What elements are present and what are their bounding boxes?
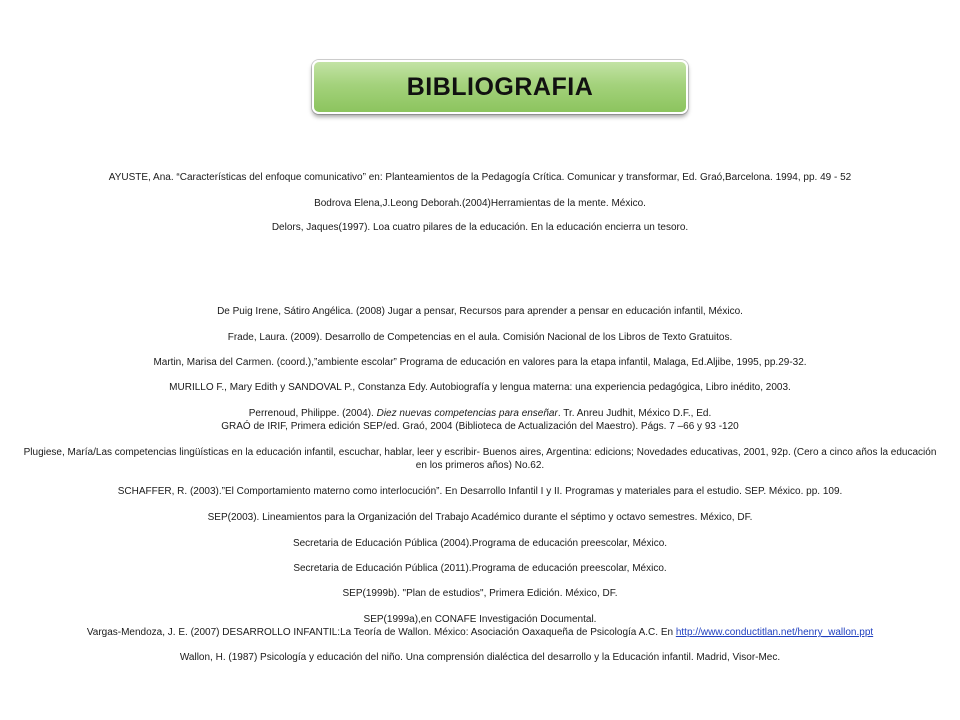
reference-vargas-link[interactable]: http://www.conductitlan.net/henry_wallon.ppt — [675, 627, 874, 638]
page-title: BIBLIOGRAFIA — [406, 72, 594, 101]
reference-perrenoud-title: Diez nuevas competencias para enseñar — [376, 408, 558, 419]
reference-schaffer: SCHAFFER, R. (2003).”El Comportamiento materno como interlocución”. En Desarrollo Infantil I y II. Programas y materiales para el estudio. SEP. México. pp. 109. — [117, 486, 843, 497]
reference-ayuste: AYUSTE, Ana. “Características del enfoque comunicativo” en: Planteamientos de la Pedagogía Crítica. Comunicar y transformar, Ed. Graó,Barcelona. 1994, pp. 49 - 52 — [108, 172, 852, 183]
reference-perrenoud-edition: GRAÓ de IRIF, Primera edición SEP/ed. Graó, 2004 (Biblioteca de Actualización del Maestro). Págs. 7 –66 y 93 -120 — [221, 420, 739, 432]
reference-sec-2011: Secretaria de Educación Pública (2011).Programa de educación preescolar, México. — [293, 563, 667, 574]
reference-wallon: Wallon, H. (1987) Psicología y educación del niño. Una comprensión dialéctica del desarrollo y la Educación infantil. Madrid, Visor-Mec. — [179, 652, 781, 663]
reference-martin: Martin, Marisa del Carmen. (coord.),”ambiente escolar” Programa de educación en valores para la etapa infantil, Malaga, Ed.Aljibe, 1995, pp.29-32. — [153, 357, 807, 368]
reference-bodrova: Bodrova Elena,J.Leong Deborah.(2004)Herramientas de la mente. México. — [314, 198, 646, 209]
reference-sep-1999b: SEP(1999b). "Plan de estudios", Primera Edición. México, DF. — [342, 588, 618, 599]
reference-vargas-text: Vargas-Mendoza, J. E. (2007) DESARROLLO INFANTIL:La Teoría de Wallon. México: Asociación Oaxaqueña de Psicología A.C. En — [86, 627, 676, 638]
reference-sep-1999a: SEP(1999a),en CONAFE Investigación Documental. — [363, 614, 597, 625]
reference-perrenoud-author: Perrenoud, Philippe. (2004). — [248, 408, 377, 419]
reference-perrenoud-publisher: . Tr. Anreu Judhit, México D.F., Ed. — [557, 408, 712, 419]
reference-murillo: MURILLO F., Mary Edith y SANDOVAL P., Constanza Edy. Autobiografía y lengua materna: una experiencia pedagógica, Libro inédito, 2003. — [169, 382, 791, 393]
reference-perrenoud — [20, 408, 940, 433]
bibliography-list — [20, 0, 940, 720]
reference-sep-2003: SEP(2003). Lineamientos para la Organización del Trabajo Académico durante el séptimo y octavo semestres. México, DF. — [207, 512, 753, 523]
reference-sec-2004: Secretaria de Educación Pública (2004).Programa de educación preescolar, México. — [292, 538, 668, 549]
reference-plugiese: Plugiese, María/Las competencias lingüísticas en la educación infantil, escuchar, hablar, leer y escribir- Buenos aires, Argentina: edicions; Novedades educativas, 2001, 92p. (Cero a cinco años la educación en los primeros años) No.62. — [23, 447, 937, 471]
reference-frade: Frade, Laura. (2009). Desarrollo de Competencias en el aula. Comisión Nacional de los Libros de Texto Gratuitos. — [227, 332, 733, 343]
reference-de-puig: De Puig Irene, Sátiro Angélica. (2008) Jugar a pensar, Recursos para aprender a pensar en educación infantil, México. — [217, 306, 743, 317]
reference-delors: Delors, Jaques(1997). Loa cuatro pilares de la educación. En la educación encierra un tesoro. — [271, 222, 689, 233]
reference-vargas — [20, 627, 940, 640]
